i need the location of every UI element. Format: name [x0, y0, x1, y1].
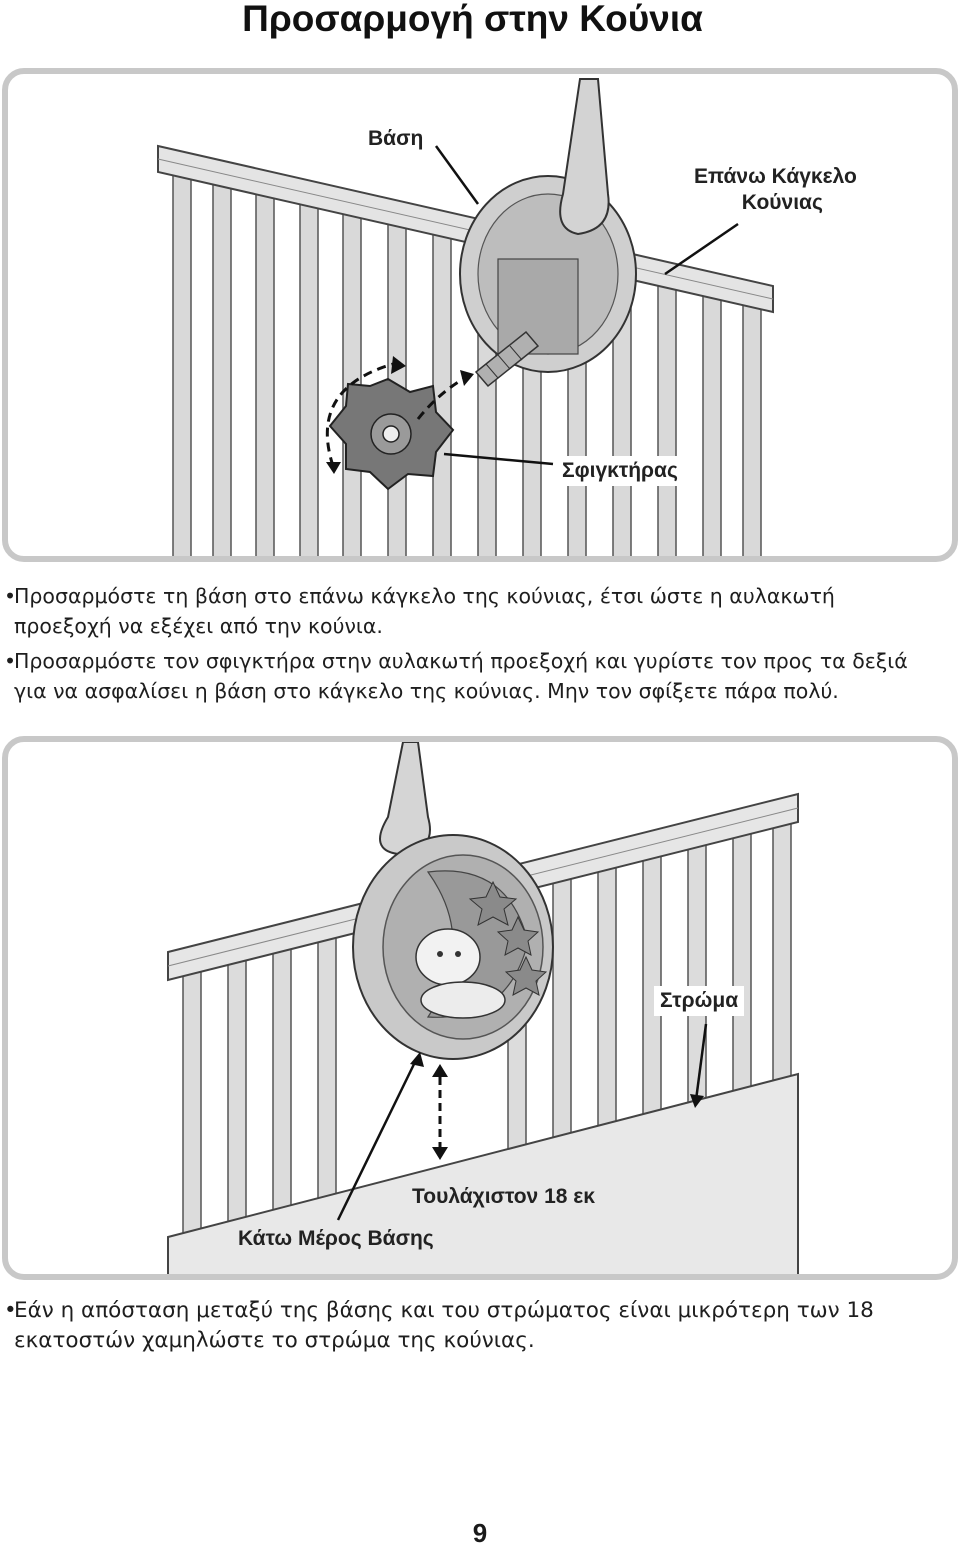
base-unit [460, 79, 636, 372]
crib-rail-illustration [8, 74, 952, 556]
leader-base [436, 146, 478, 204]
instruction-step-3-text: Εάν η απόσταση μεταξύ της βάσης και του στρώματος είναι μικρότερη των 18 εκατοστών χαμηλώστε το στρώμα της κούνιας. [14, 1298, 874, 1353]
label-min-distance: Τουλάχιστον 18 εκ [412, 1185, 595, 1208]
leader-rail [665, 224, 738, 274]
instruction-step-3 [0, 1296, 935, 1356]
figure-mattress-distance [2, 736, 958, 1280]
instruction-step-2-text: Προσαρμόστε τον σφιγκτήρα στην αυλακωτή προεξοχή και γυρίστε τον προς τα δεξιά για να ασφαλίσει η βάση στο κάγκελο της κούνιας. Μην τον σφίξετε πάρα πολύ. [14, 649, 908, 703]
page-title: Προσαρμογή στην Κούνια [242, 0, 703, 39]
label-top-rail [688, 162, 863, 218]
label-base: Βάση [362, 124, 429, 154]
page-number: 9 [472, 1518, 488, 1548]
mobile-base [353, 742, 553, 1059]
instruction-step-1-text: Προσαρμόστε τη βάση στο επάνω κάγκελο της κούνιας, έτσι ώστε η αυλακωτή προεξοχή να εξέχει από την κούνια. [14, 584, 835, 638]
bullet-dot: • [4, 1298, 17, 1323]
label-top-rail-line2: Κούνιας [741, 191, 823, 214]
instruction-step-1 [0, 581, 935, 641]
bullet-dot: • [4, 584, 17, 608]
figure-attach-base [2, 68, 958, 562]
label-top-rail-line1: Επάνω Κάγκελο [694, 165, 857, 188]
label-base-bottom: Κάτω Μέρος Βάσης [238, 1227, 434, 1250]
label-mattress: Στρώμα [654, 986, 744, 1016]
instruction-step-2 [0, 646, 940, 706]
label-clamp: Σφιγκτήρας [556, 456, 684, 486]
bullet-dot: • [4, 649, 17, 673]
